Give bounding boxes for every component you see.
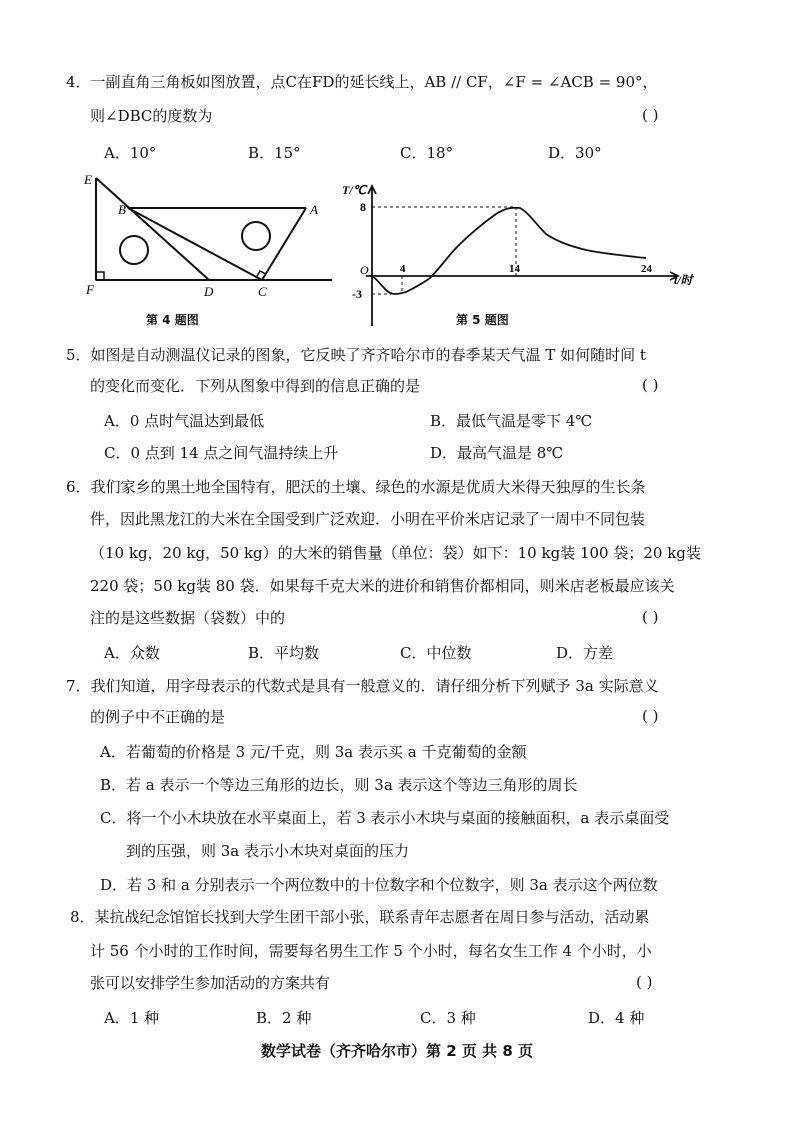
q8-stem-line2: 计 56 个小时的工作时间，需要每名男生工作 5 个小时，每名女生工作 4 个小时，小 — [90, 942, 652, 960]
q6-answer-paren: ( ) — [642, 608, 659, 626]
q5-tick-x-4: 4 — [400, 263, 406, 275]
q5-option-b: B．最低气温是零下 4℃ — [430, 412, 593, 430]
q7-option-c-line1: C．将一个小木块放在水平桌面上，若 3 表示小木块与桌面的接触面积，a 表示桌面受 — [100, 809, 670, 827]
q4-label-e: E — [84, 172, 92, 187]
q4-label-b: B — [118, 202, 126, 217]
q5-tick-origin: O — [360, 263, 369, 277]
q8-answer-paren: ( ) — [636, 973, 653, 991]
q7-option-b: B．若 a 表示一个等边三角形的边长，则 3a 表示这个等边三角形的周长 — [100, 776, 578, 794]
q4-stem-line2: 则∠DBC的度数为 — [90, 107, 213, 125]
q7-option-a: A．若葡萄的价格是 3 元/千克，则 3a 表示买 a 千克葡萄的金额 — [100, 743, 527, 761]
q7-option-d: D．若 3 和 a 分别表示一个两位数中的十位数字和个位数字，则 3a 表示这个两位数 — [100, 876, 658, 894]
q5-figure — [336, 180, 716, 330]
page-footer: 数学试卷（齐齐哈尔市）第 2 页 共 8 页 — [261, 1042, 533, 1060]
q4-label-f: F — [86, 282, 94, 297]
q7-answer-paren: ( ) — [642, 707, 659, 725]
q7-option-c-line2: 到的压强，则 3a 表示小木块对桌面的压力 — [126, 842, 410, 860]
q4-label-c: C — [258, 284, 267, 299]
q6-option-a: A．众数 — [104, 644, 160, 662]
q6-option-d: D．方差 — [556, 644, 614, 662]
q8-stem-line1: 8．某抗战纪念馆馆长找到大学生团干部小张，联系青年志愿者在周日参与活动，活动累 — [70, 908, 650, 926]
q8-option-d: D．4 种 — [588, 1009, 645, 1027]
q6-stem-line4: 220 袋；50 kg装 80 袋．如果每千克大米的进价和销售价都相同，则米店老板最应该关 — [90, 577, 675, 595]
q6-stem-line3: （10 kg，20 kg，50 kg）的大米的销售量（单位：袋）如下：10 kg装 100 袋；20 kg装 — [90, 544, 701, 562]
q6-stem-line2: 件，因此黑龙江的大米在全国受到广泛欢迎．小明在平价米店记录了一周中不同包装 — [90, 510, 646, 528]
q4-option-b: B．15° — [248, 144, 301, 162]
q4-figure — [84, 170, 334, 300]
q5-option-d: D．最高气温是 8℃ — [430, 444, 564, 462]
q5-stem-line1: 5．如图是自动测温仪记录的图象，它反映了齐齐哈尔市的春季某天气温 T 如何随时间 t — [66, 346, 646, 364]
q7-stem-line2: 的例子中不正确的是 — [90, 708, 226, 726]
q5-temperature-curve — [372, 208, 646, 294]
q6-stem-line5: 注的是这些数据（袋数）中的 — [90, 609, 286, 627]
q4-label-a: A — [310, 202, 318, 217]
q4-option-d: D．30° — [548, 144, 602, 162]
q8-option-a: A．1 种 — [104, 1009, 160, 1027]
q5-tick-y-minus3: -3 — [352, 287, 362, 301]
q5-tick-x-14: 14 — [509, 263, 520, 275]
q5-x-axis-label: t/时 — [674, 273, 693, 287]
q8-stem-line3: 张可以安排学生参加活动的方案共有 — [90, 974, 331, 992]
q4-figure-caption: 第 4 题图 — [146, 313, 199, 327]
q7-stem-line1: 7．我们知道，用字母表示的代数式是具有一般意义的．请仔细分析下列赋予 3a 实际意义 — [66, 677, 659, 695]
q5-option-c: C．0 点到 14 点之间气温持续上升 — [104, 444, 339, 462]
q5-option-a: A．0 点时气温达到最低 — [104, 412, 265, 430]
q4-option-a: A．10° — [104, 144, 157, 162]
q4-label-d: D — [204, 284, 214, 299]
q6-stem-line1: 6．我们家乡的黑土地全国特有，肥沃的土壤、绿色的水源是优质大米得天独厚的生长条 — [66, 478, 646, 496]
q6-option-c: C．中位数 — [400, 644, 472, 662]
q5-y-axis-label: T/℃ — [342, 183, 367, 197]
q8-option-c: C．3 种 — [420, 1009, 476, 1027]
q4-option-c: C．18° — [400, 144, 454, 162]
q6-option-b: B．平均数 — [248, 644, 320, 662]
q5-tick-y-8: 8 — [360, 200, 366, 214]
q4-answer-paren: ( ) — [642, 106, 659, 124]
q8-option-b: B．2 种 — [256, 1009, 312, 1027]
q5-figure-caption: 第 5 题图 — [456, 313, 509, 327]
q5-tick-x-24: 24 — [641, 263, 652, 275]
q5-answer-paren: ( ) — [642, 376, 659, 394]
q5-stem-line2: 的变化而变化．下列从图象中得到的信息正确的是 — [90, 377, 421, 395]
q4-stem-line1: 4．一副直角三角板如图放置，点C在FD的延长线上，AB // CF，∠F = ∠ACB = 90°， — [66, 73, 658, 91]
